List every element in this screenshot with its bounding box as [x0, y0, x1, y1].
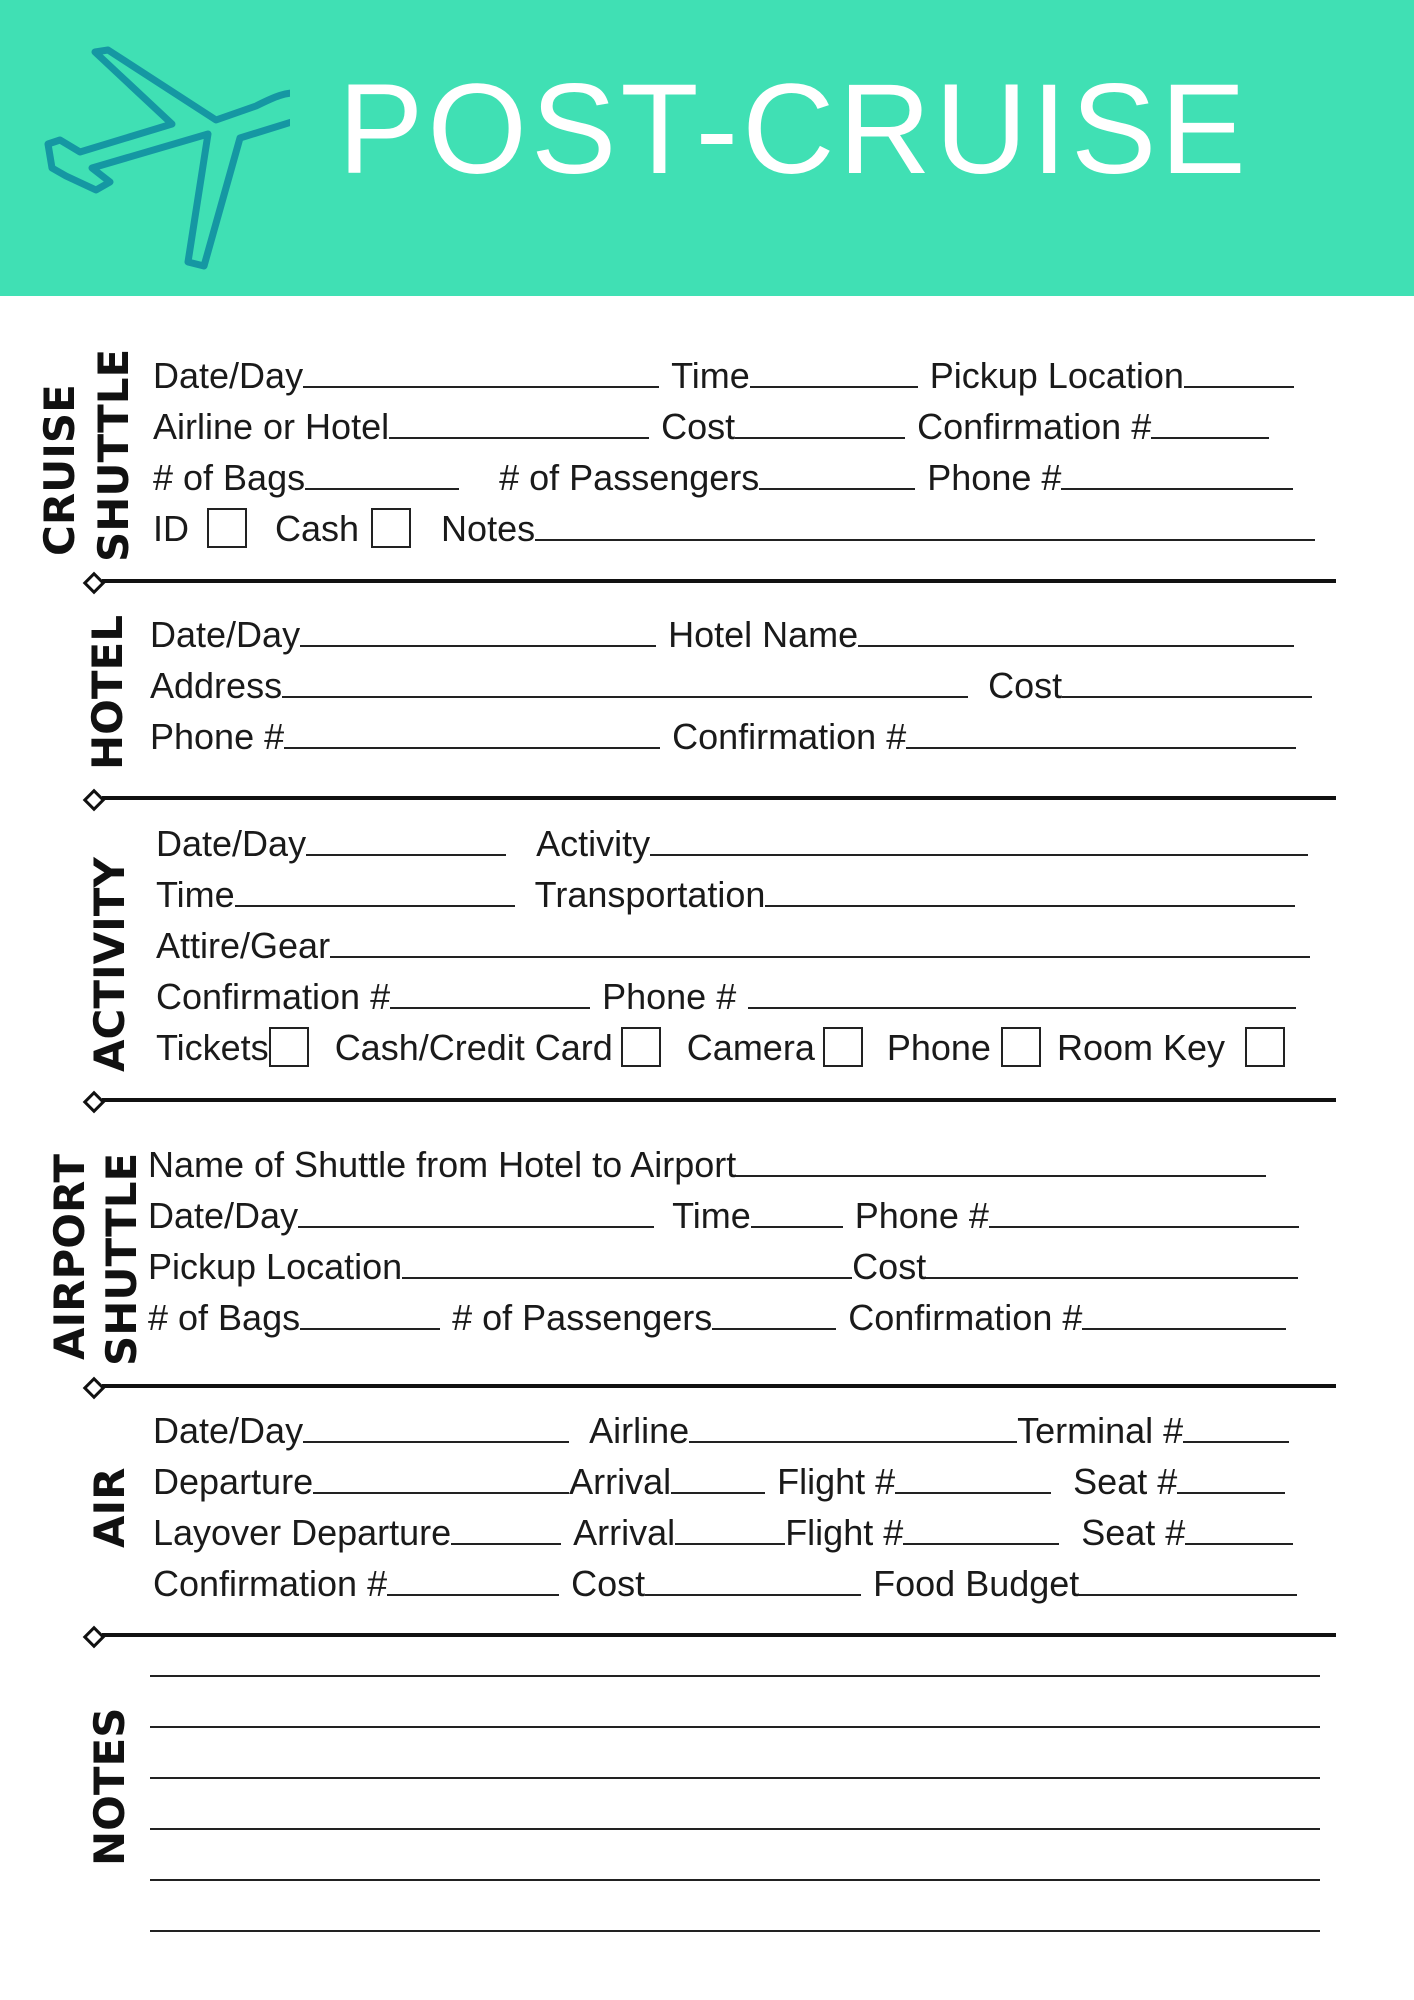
hotel-row-2 [150, 659, 1312, 707]
date-day-field[interactable] [306, 854, 506, 856]
attire-gear-label: Attire/Gear [156, 925, 331, 966]
section-label-shuttle: SHUTTLE [97, 1152, 146, 1366]
time-label: Time [156, 874, 235, 915]
tickets-checkbox[interactable] [269, 1027, 309, 1067]
time-label: Time [672, 1195, 751, 1236]
activity-row-5 [156, 1021, 1285, 1069]
departure-label: Departure [153, 1461, 314, 1502]
arrival-label: Arrival [573, 1512, 676, 1553]
activity-label: Activity [536, 823, 651, 864]
airline-hotel-field[interactable] [389, 437, 649, 439]
cost-label: Cost [852, 1246, 927, 1287]
layover-departure-field[interactable] [451, 1543, 561, 1545]
notes-line[interactable] [150, 1879, 1320, 1881]
date-day-label: Date/Day [148, 1195, 299, 1236]
phone-label: Phone # [602, 976, 737, 1017]
passengers-label: # of Passengers [499, 457, 760, 498]
confirmation-field[interactable] [1082, 1328, 1286, 1330]
cost-field[interactable] [645, 1594, 861, 1596]
food-budget-label: Food Budget [873, 1563, 1080, 1604]
notes-label: Notes [441, 508, 536, 549]
confirmation-label: Confirmation # [848, 1297, 1083, 1338]
page-title: POST-CRUISE [338, 58, 1250, 201]
pickup-location-field[interactable] [1184, 386, 1294, 388]
air-row-2 [153, 1455, 1285, 1503]
phone-label: Phone # [854, 1195, 989, 1236]
arrival-field[interactable] [671, 1492, 765, 1494]
confirmation-field[interactable] [1151, 437, 1269, 439]
section-label-hotel: HOTEL [83, 615, 132, 770]
hotel-row-1 [150, 608, 1294, 656]
phone-field[interactable] [748, 1007, 1296, 1009]
divider-marker [83, 1626, 106, 1649]
attire-gear-field[interactable] [330, 956, 1310, 958]
time-field[interactable] [750, 386, 918, 388]
section-label-activity: ACTIVITY [85, 857, 134, 1072]
cost-label: Cost [988, 665, 1063, 706]
date-day-label: Date/Day [153, 355, 304, 396]
cruise-row-3 [153, 451, 1293, 499]
divider-marker [83, 572, 106, 595]
layover-departure-label: Layover Departure [153, 1512, 452, 1553]
flight-field[interactable] [903, 1543, 1059, 1545]
flight-field[interactable] [895, 1492, 1051, 1494]
notes-line[interactable] [150, 1726, 1320, 1728]
bags-field[interactable] [305, 488, 459, 490]
air-row-3 [153, 1506, 1293, 1554]
section-divider [102, 1384, 1336, 1388]
camera-label: Camera [686, 1027, 815, 1068]
notes-field[interactable] [535, 539, 1315, 541]
transportation-field[interactable] [765, 905, 1295, 907]
confirmation-field[interactable] [387, 1594, 559, 1596]
cash-credit-label: Cash/Credit Card [334, 1027, 613, 1068]
passengers-field[interactable] [759, 488, 915, 490]
address-field[interactable] [282, 696, 968, 698]
tickets-label: Tickets [156, 1027, 269, 1068]
terminal-field[interactable] [1183, 1441, 1289, 1443]
activity-row-3 [156, 919, 1310, 967]
hotel-name-field[interactable] [858, 645, 1294, 647]
cost-field[interactable] [735, 437, 905, 439]
cost-field[interactable] [926, 1277, 1298, 1279]
seat-label: Seat # [1081, 1512, 1186, 1553]
airline-field[interactable] [689, 1441, 1017, 1443]
shuttle-name-field[interactable] [736, 1175, 1266, 1177]
section-divider [102, 1098, 1336, 1102]
id-checkbox[interactable] [207, 508, 247, 548]
arrival-label: Arrival [569, 1461, 672, 1502]
id-label: ID [153, 508, 189, 549]
cost-label: Cost [571, 1563, 646, 1604]
time-field[interactable] [235, 905, 515, 907]
airline-hotel-label: Airline or Hotel [153, 406, 390, 447]
phone-label: Phone # [150, 716, 285, 757]
divider-marker [83, 1091, 106, 1114]
date-day-field[interactable] [300, 645, 656, 647]
cash-credit-checkbox[interactable] [621, 1027, 661, 1067]
airline-label: Airline [589, 1410, 690, 1451]
pickup-location-label: Pickup Location [929, 355, 1184, 396]
hotel-row-3 [150, 710, 1296, 758]
room-key-checkbox[interactable] [1245, 1027, 1285, 1067]
divider-marker [83, 789, 106, 812]
activity-field[interactable] [650, 854, 1308, 856]
section-label-airport: AIRPORT [45, 1153, 94, 1360]
bags-label: # of Bags [148, 1297, 301, 1338]
seat-field[interactable] [1185, 1543, 1293, 1545]
confirmation-field[interactable] [906, 747, 1296, 749]
cost-label: Cost [661, 406, 736, 447]
section-label-air: AIR [85, 1467, 134, 1548]
pickup-location-label: Pickup Location [148, 1246, 403, 1287]
notes-line[interactable] [150, 1930, 1320, 1932]
date-day-field[interactable] [298, 1226, 654, 1228]
phone-item-label: Phone [886, 1027, 991, 1068]
seat-label: Seat # [1073, 1461, 1178, 1502]
arrival-field[interactable] [675, 1543, 785, 1545]
bags-label: # of Bags [153, 457, 306, 498]
room-key-label: Room Key [1056, 1027, 1226, 1068]
shuttle-name-label: Name of Shuttle from Hotel to Airport [148, 1144, 737, 1185]
phone-field[interactable] [1061, 488, 1293, 490]
passengers-field[interactable] [712, 1328, 836, 1330]
phone-field[interactable] [284, 747, 660, 749]
passengers-label: # of Passengers [452, 1297, 713, 1338]
time-field[interactable] [751, 1226, 843, 1228]
activity-row-2 [156, 868, 1295, 916]
phone-item-checkbox[interactable] [1001, 1027, 1041, 1067]
date-day-field[interactable] [303, 1441, 569, 1443]
cruise-row-2 [153, 400, 1269, 448]
cruise-row-1 [153, 349, 1294, 397]
phone-field[interactable] [989, 1226, 1299, 1228]
transportation-label: Transportation [534, 874, 766, 915]
confirmation-label: Confirmation # [917, 406, 1152, 447]
confirmation-label: Confirmation # [153, 1563, 388, 1604]
departure-field[interactable] [313, 1492, 569, 1494]
flight-label: Flight # [777, 1461, 896, 1502]
date-day-label: Date/Day [156, 823, 307, 864]
notes-line[interactable] [150, 1675, 1320, 1677]
time-label: Time [671, 355, 750, 396]
flight-label: Flight # [785, 1512, 904, 1553]
pickup-location-field[interactable] [402, 1277, 852, 1279]
airplane-icon [40, 40, 290, 270]
cruise-row-4 [153, 502, 1315, 550]
airport-row-2 [148, 1189, 1299, 1237]
camera-checkbox[interactable] [823, 1027, 863, 1067]
notes-line[interactable] [150, 1777, 1320, 1779]
airport-row-4 [148, 1291, 1286, 1339]
section-label-notes: NOTES [85, 1707, 134, 1866]
terminal-label: Terminal # [1017, 1410, 1184, 1451]
section-label-cruise: CRUISE [35, 384, 84, 556]
air-row-1 [153, 1404, 1289, 1452]
address-label: Address [150, 665, 283, 706]
section-label-shuttle: SHUTTLE [89, 348, 138, 562]
section-divider [102, 1633, 1336, 1637]
page-header [0, 0, 1414, 296]
food-budget-field[interactable] [1079, 1594, 1297, 1596]
bags-field[interactable] [300, 1328, 440, 1330]
hotel-name-label: Hotel Name [668, 614, 859, 655]
notes-line[interactable] [150, 1828, 1320, 1830]
air-row-4 [153, 1557, 1297, 1605]
cash-label: Cash [275, 508, 360, 549]
airport-row-3 [148, 1240, 1298, 1288]
activity-row-1 [156, 817, 1308, 865]
section-divider [102, 796, 1336, 800]
date-day-label: Date/Day [153, 1410, 304, 1451]
cash-checkbox[interactable] [371, 508, 411, 548]
divider-marker [83, 1377, 106, 1400]
activity-row-4 [156, 970, 1296, 1018]
section-divider [102, 579, 1336, 583]
date-day-field[interactable] [303, 386, 659, 388]
confirmation-field[interactable] [390, 1007, 590, 1009]
confirmation-label: Confirmation # [156, 976, 391, 1017]
cost-field[interactable] [1062, 696, 1312, 698]
seat-field[interactable] [1177, 1492, 1285, 1494]
confirmation-label: Confirmation # [672, 716, 907, 757]
date-day-label: Date/Day [150, 614, 301, 655]
airport-row-1 [148, 1138, 1266, 1186]
phone-label: Phone # [927, 457, 1062, 498]
